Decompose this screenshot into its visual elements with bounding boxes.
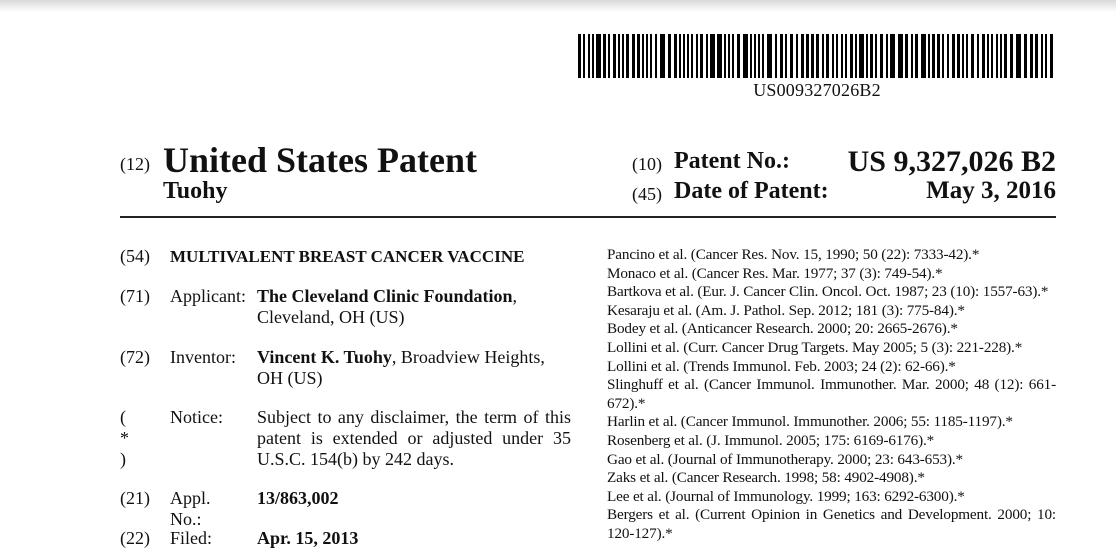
barcode-stripe <box>987 34 989 78</box>
barcode-stripe <box>826 34 829 78</box>
barcode-stripe <box>578 34 581 78</box>
barcode-stripe <box>622 34 624 78</box>
barcode-stripe <box>717 34 722 78</box>
barcode-stripe <box>613 34 616 78</box>
patent-no-label: Patent No.: <box>674 148 790 174</box>
barcode-stripe <box>642 34 644 78</box>
invention-title: MULTIVALENT BREAST CANCER VACCINE <box>170 247 525 266</box>
reference-entry: Bartkova et al. (Eur. J. Cancer Clin. Oncol. Oct. 1987; 23 (10): 1557-63).* <box>607 283 1049 301</box>
barcode-stripe <box>775 34 777 78</box>
barcode-stripe <box>796 34 798 78</box>
barcode-stripe <box>1041 34 1043 78</box>
patent-title-heading: United States Patent <box>163 140 477 180</box>
barcode-stripe <box>632 34 635 78</box>
barcode-stripe <box>683 34 685 78</box>
field-code: (72) <box>120 347 150 367</box>
barcode-stripe <box>646 34 648 78</box>
barcode-stripe <box>937 34 940 78</box>
barcode-stripe <box>1045 34 1047 78</box>
barcode-stripe <box>780 34 783 78</box>
barcode-stripe <box>921 34 926 78</box>
barcode-stripe <box>957 34 960 78</box>
barcode-stripe <box>932 34 935 78</box>
field-label: Filed: <box>170 528 213 548</box>
reference-entry: Kesaraju et al. (Am. J. Pathol. Sep. 2012; 181 (3): 775-84).* <box>607 301 965 319</box>
barcode-stripe <box>710 34 715 78</box>
barcode-stripe <box>822 34 824 78</box>
barcode-stripe <box>866 34 868 78</box>
document-kind-code: (12) <box>120 154 150 174</box>
barcode-stripe <box>588 34 590 78</box>
barcode-stripe <box>596 34 601 78</box>
notice-text: Subject to any disclaimer, the term of this patent is extended or adjusted under 35 U.S.C. 154(b) by 242 days. <box>257 407 571 469</box>
barcode-stripe <box>790 34 793 78</box>
barcode-number: US009327026B2 <box>753 80 881 100</box>
reference-entry: Monaco et al. (Cancer Res. Mar. 1977; 37 (3): 749-54).* <box>607 264 943 282</box>
barcode-image <box>578 34 1056 78</box>
barcode-stripe <box>1004 34 1007 78</box>
barcode-stripe <box>696 34 698 78</box>
barcode-stripe <box>942 34 944 78</box>
barcode-stripe <box>762 34 764 78</box>
date-of-patent-label: Date of Patent: <box>674 178 829 204</box>
barcode-stripe <box>650 34 652 78</box>
barcode-stripe <box>668 34 671 78</box>
barcode-stripe <box>724 34 726 78</box>
page-top-shadow <box>0 0 1116 12</box>
barcode-stripe <box>674 34 677 78</box>
reference-entry: Bodey et al. (Anticancer Research. 2000; 20: 2665-2676).* <box>607 320 958 338</box>
barcode-stripe <box>928 34 930 78</box>
barcode-stripe <box>737 34 740 78</box>
inventor-surname: Tuohy <box>163 178 228 204</box>
barcode-stripe <box>1010 34 1013 78</box>
reference-entry: Slinghuff et al. (Cancer Immunol. Immunother. Mar. 2000; 48 (12): 661-672).* <box>607 376 1056 412</box>
barcode-stripe <box>728 34 730 78</box>
patent-no-code: (10) <box>632 154 662 174</box>
barcode-stripe <box>991 34 993 78</box>
field-code: (22) <box>120 528 150 548</box>
reference-entry: Bergers et al. (Current Opinion in Genetics and Development. 2000; 10: 120-127).* <box>607 506 1056 542</box>
barcode-stripe <box>758 34 760 78</box>
field-label: Applicant: <box>170 286 246 306</box>
inventor-city: , Broadview Heights, <box>391 347 545 367</box>
barcode-stripe <box>732 34 734 78</box>
barcode-stripe <box>603 34 606 78</box>
field-code: (21) <box>120 488 150 508</box>
field-code: (71) <box>120 286 150 306</box>
barcode-stripe <box>832 34 834 78</box>
barcode-stripe <box>1030 34 1033 78</box>
barcode-stripe <box>1024 34 1027 78</box>
applicant-value <box>257 286 571 328</box>
barcode-stripe <box>1000 34 1002 78</box>
barcode-stripe <box>905 34 908 78</box>
barcode-stripe <box>608 34 610 78</box>
barcode-stripe <box>801 34 804 78</box>
barcode-stripe <box>875 34 877 78</box>
patent-number: US 9,327,026 B2 <box>847 145 1056 178</box>
reference-entry: Zaks et al. (Cancer Research. 1998; 58: 4902-4908).* <box>607 469 925 487</box>
barcode-stripe <box>1035 34 1038 78</box>
barcode-stripe <box>679 34 681 78</box>
barcode-stripe <box>618 34 620 78</box>
barcode-stripe <box>700 34 703 78</box>
inventor-value <box>257 347 571 389</box>
applicant-separator: , <box>512 286 518 306</box>
inventor-name: Vincent K. Tuohy <box>257 347 392 367</box>
field-label: Appl. No.: <box>170 488 211 529</box>
date-of-patent-value: May 3, 2016 <box>926 177 1056 204</box>
applicant-location: Cleveland, OH (US) <box>257 307 405 327</box>
reference-entry: Lollini et al. (Curr. Cancer Drug Targets. May 2005; 5 (3): 221-228).* <box>607 338 1023 356</box>
barcode-stripe <box>947 34 949 78</box>
barcode-stripe <box>982 34 985 78</box>
barcode-stripe <box>859 34 864 78</box>
barcode-stripe <box>706 34 708 78</box>
barcode-stripe <box>952 34 955 78</box>
barcode-stripe <box>977 34 979 78</box>
barcode-stripe <box>855 34 857 78</box>
reference-entry: Pancino et al. (Cancer Res. Nov. 15, 1990; 50 (22): 7333-42).* <box>607 246 980 263</box>
field-label: Inventor: <box>170 347 236 367</box>
date-code: (45) <box>632 184 662 204</box>
barcode-stripe <box>785 34 787 78</box>
barcode-stripe <box>1016 34 1021 78</box>
barcode-stripe <box>836 34 838 78</box>
reference-entry: Harlin et al. (Cancer Immunol. Immunother. 2006; 55: 1185-1197).* <box>607 413 1013 431</box>
barcode-stripe <box>583 34 585 78</box>
applicant-name: The Cleveland Clinic Foundation <box>257 286 513 306</box>
barcode-stripe <box>845 34 847 78</box>
barcode-stripe <box>898 34 903 78</box>
barcode-stripe <box>637 34 640 78</box>
barcode-stripe <box>660 34 665 78</box>
barcode-stripe <box>870 34 873 78</box>
barcode-stripe <box>971 34 974 78</box>
barcode-stripe <box>691 34 693 78</box>
reference-entry: Lee et al. (Journal of Immunology. 1999; 163: 6292-6300).* <box>607 487 965 505</box>
barcode-stripe <box>750 34 752 78</box>
barcode-stripe <box>915 34 918 78</box>
barcode-stripe <box>1050 34 1053 78</box>
barcode-stripe <box>841 34 843 78</box>
barcode-stripe <box>850 34 853 78</box>
barcode-stripe <box>806 34 809 78</box>
barcode-stripe <box>816 34 819 78</box>
barcode-stripe <box>743 34 748 78</box>
reference-entry: Gao et al. (Journal of Immunotherapy. 2000; 23: 643-653).* <box>607 450 963 468</box>
header-divider <box>120 216 1056 218</box>
barcode-stripe <box>655 34 657 78</box>
field-code: ( * ) <box>120 407 129 469</box>
barcode-stripe <box>754 34 756 78</box>
barcode-stripe <box>996 34 998 78</box>
barcode-stripe <box>966 34 968 78</box>
appl-number: 13/863,002 <box>257 488 339 508</box>
reference-entry: Lollini et al. (Trends Immunol. Feb. 2003; 24 (2): 62-66).* <box>607 357 956 375</box>
barcode-stripe <box>886 34 888 78</box>
barcode-stripe <box>767 34 772 78</box>
field-label: Notice: <box>170 407 223 427</box>
field-code: (54) <box>120 246 150 266</box>
barcode-stripe <box>687 34 689 78</box>
barcode-stripe <box>811 34 814 78</box>
reference-entry: Rosenberg et al. (J. Immunol. 2005; 175: 6169-6176).* <box>607 431 935 449</box>
inventor-location: OH (US) <box>257 368 323 388</box>
barcode-stripe <box>592 34 594 78</box>
filed-date: Apr. 15, 2013 <box>257 528 359 548</box>
barcode-stripe <box>911 34 913 78</box>
references-list <box>607 246 1056 544</box>
barcode-stripe <box>890 34 895 78</box>
barcode-stripe <box>626 34 629 78</box>
barcode-stripe <box>962 34 964 78</box>
barcode-stripe <box>880 34 883 78</box>
